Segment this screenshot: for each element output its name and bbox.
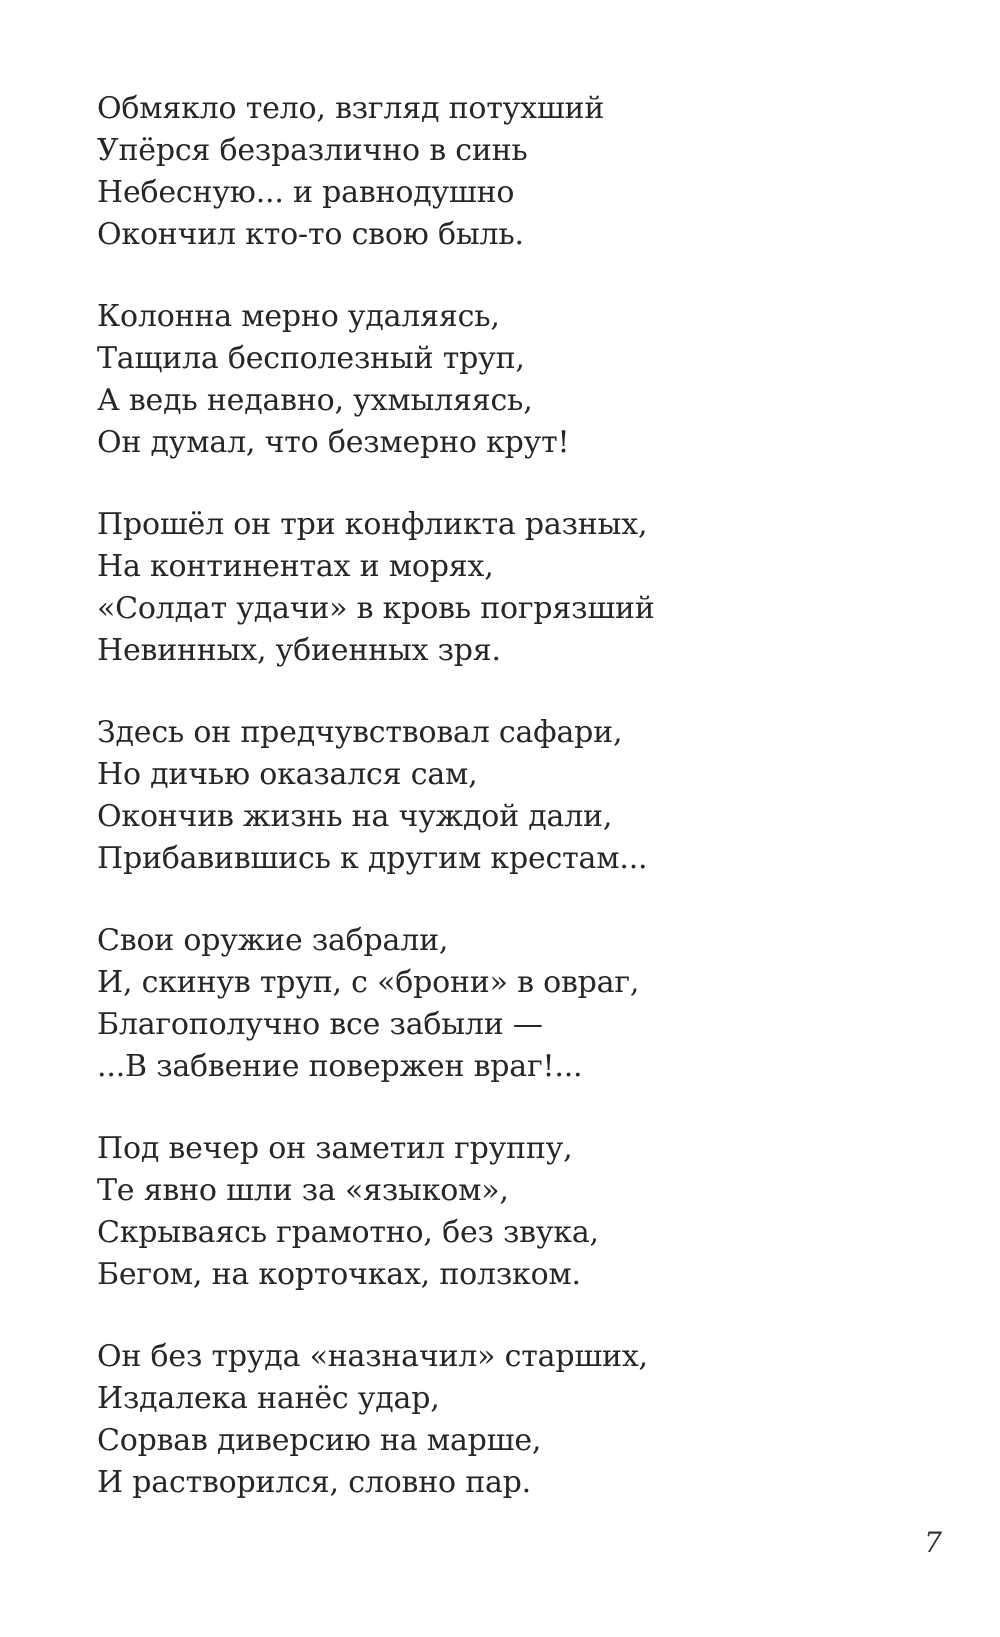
poem-line: Тащила бесполезный труп, xyxy=(97,341,525,376)
poem-line: Обмякло тело, взгляд потухший xyxy=(97,91,605,126)
poem-line: На континентах и морях, xyxy=(97,549,494,584)
poem-line: «Солдат удачи» в кровь погрязший xyxy=(97,591,655,626)
poem-line: Свои оружие забрали, xyxy=(97,923,449,958)
poem-line: ...В забвение повержен враг!... xyxy=(97,1049,583,1084)
poem-line: Колонна мерно удаляясь, xyxy=(97,299,500,334)
poem-line: И растворился, словно пар. xyxy=(97,1465,532,1500)
poem-line: Но дичью оказался сам, xyxy=(97,757,478,792)
stanza-4 xyxy=(97,712,917,880)
stanza-3 xyxy=(97,504,917,672)
stanza-7 xyxy=(97,1336,917,1504)
poem-line: Окончив жизнь на чуждой дали, xyxy=(97,799,613,834)
poem-line: Скрываясь грамотно, без звука, xyxy=(97,1215,599,1250)
poem-line: И, скинув труп, с «брони» в овраг, xyxy=(97,965,640,1000)
poem-line: Небесную... и равнодушно xyxy=(97,175,515,210)
stanza-2 xyxy=(97,296,917,464)
poem-line: Здесь он предчувствовал сафари, xyxy=(97,715,623,750)
page-number: 7 xyxy=(924,1526,942,1559)
poem-line: Упёрся безразлично в синь xyxy=(97,133,528,168)
poem-line: Издалека нанёс удар, xyxy=(97,1381,440,1416)
poem-line: Прибавившись к другим крестам... xyxy=(97,841,648,876)
poem-line: Невинных, убиенных зря. xyxy=(97,633,501,668)
poem-line: Те явно шли за «языком», xyxy=(97,1173,509,1208)
poem-line: Прошёл он три конфликта разных, xyxy=(97,507,648,542)
poem-line: Он без труда «назначил» старших, xyxy=(97,1339,648,1374)
stanza-6 xyxy=(97,1128,917,1296)
poem-line: Бегом, на корточках, ползком. xyxy=(97,1257,581,1292)
poem-line: Окончил кто-то свою быль. xyxy=(97,217,524,252)
poem xyxy=(97,88,917,1544)
poem-line: Он думал, что безмерно крут! xyxy=(97,425,570,460)
poem-line: Благополучно все забыли — xyxy=(97,1007,543,1042)
stanza-5 xyxy=(97,920,917,1088)
poem-line: Сорвав диверсию на марше, xyxy=(97,1423,542,1458)
poem-line: Под вечер он заметил группу, xyxy=(97,1131,573,1166)
stanza-1 xyxy=(97,88,917,256)
poem-line: А ведь недавно, ухмыляясь, xyxy=(97,383,533,418)
